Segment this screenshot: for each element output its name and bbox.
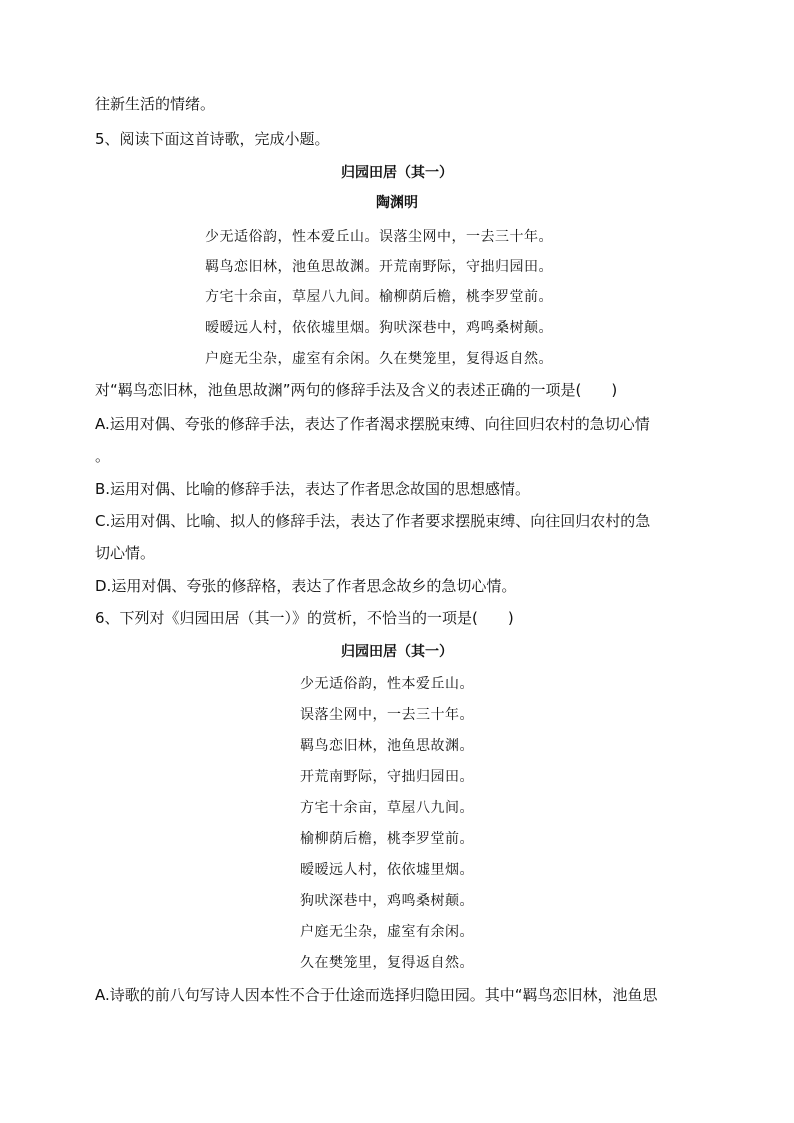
poem-line: 羁鸟恋旧林，池鱼思故渊。 [300,738,474,754]
question-5-heading: 5、阅读下面这首诗歌，完成小题。 [95,130,330,148]
poem-line: 户庭无尘杂，虚室有余闲。 [300,924,474,940]
poem-line: 户庭无尘杂，虚室有余闲。久在樊笼里，复得返自然。 [205,351,553,367]
poem-line: 开荒南野际，守拙归园田。 [300,769,474,785]
option-a-continued: 。 [95,447,111,465]
poem-line: 榆柳荫后檐，桃李罗堂前。 [300,831,474,847]
poem-line: 方宅十余亩，草屋八九间。榆柳荫后檐，桃李罗堂前。 [205,289,553,305]
poem-line: 少无适俗韵，性本爱丘山。 [300,676,474,692]
option-c-continued: 切心情。 [95,544,156,562]
poem-line: 少无适俗韵，性本爱丘山。误落尘网中，一去三十年。 [205,229,553,245]
poem-line: 方宅十余亩，草屋八九间。 [300,800,474,816]
poem-line: 误落尘网中，一去三十年。 [300,707,474,723]
poem-line: 暧暧远人村，依依墟里烟。 [300,862,474,878]
option-a: A.运用对偶、夸张的修辞手法，表达了作者渴求摆脱束缚、向往回归农村的急切心情 [95,415,650,433]
poem-line: 狗吠深巷中，鸡鸣桑树颠。 [300,893,474,909]
option-b: B.运用对偶、比喻的修辞手法，表达了作者思念故国的思想感情。 [95,480,531,498]
question-5-prompt: 对“羁鸟恋旧林，池鱼思故渊”两句的修辞手法及含义的表述正确的一项是( ) [95,381,618,399]
poem-author: 陶渊明 [376,195,418,211]
poem-title-2: 归园田居（其一） [341,644,453,660]
option-c: C.运用对偶、比喻、拟人的修辞手法，表达了作者要求摆脱束缚、向往回归农村的急 [95,512,651,530]
poem-line: 久在樊笼里，复得返自然。 [300,955,474,971]
poem-title: 归园田居（其一） [341,165,453,181]
option-a-q6: A.诗歌的前八句写诗人因本性不合于仕途而选择归隐田园。其中“羁鸟恋旧林，池鱼思 [95,986,658,1004]
poem-line: 暧暧远人村，依依墟里烟。狗吠深巷中，鸡鸣桑树颠。 [205,320,553,336]
previous-answer-tail: 往新生活的情绪。 [95,95,216,113]
poem-line: 羁鸟恋旧林，池鱼思故渊。开荒南野际，守拙归园田。 [205,259,553,275]
option-d: D.运用对偶、夸张的修辞格，表达了作者思念故乡的急切心情。 [95,577,517,595]
question-6-heading: 6、下列对《归园田居（其一）》的赏析，不恰当的一项是( ) [95,609,514,627]
